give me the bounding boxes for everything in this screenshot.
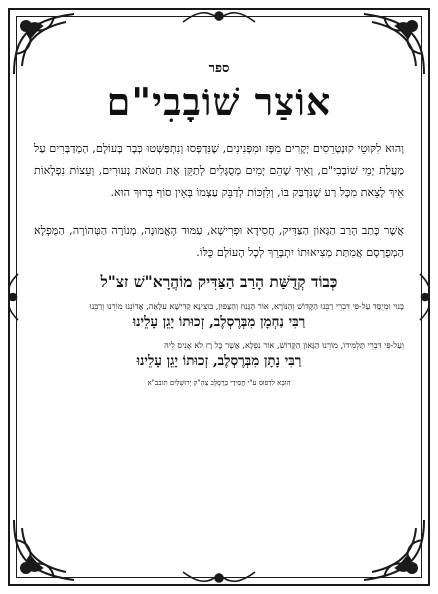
rabbi-natan-line: רַבִּי נָתָן מִבְּרֶסְלֶב, זְכוּתוֹ יָגֵן עָלֵינוּ xyxy=(136,353,302,370)
publisher-line: הוּבָא לִדְפוּס ע"י חֲסִידֵי בְּרֶסְלֶב צְהָ"ק יְרוּשָׁלַיִם תובב"א xyxy=(147,378,291,387)
students-line: וְעַל-פִּי דִּבְרֵי תַּלְמִידוֹ, מוֹרֵנוּ הַגָּאוֹן הַקָּדוֹשׁ, אוֹר נִפְלָא, אֲשֶׁר כָּל רָז לֹא אָנִיס לֵיהּ xyxy=(164,340,404,351)
author-intro: אֲשֶׁר כָּתַב הָרַב הַגָּאוֹן הַצַּדִּיק, חֲסִידָא וּפְרִישָׁא, עַמּוּד הָאֱמוּנָה, מְנוֹרָה הַטְּהוֹרָה, הַמֻּפְלָא הַמְפֻרְסָם אֲמִתַּת מְצִיאוּתוֹ יִתְבָּרֵךְ לְכָל הָעוֹלָם כֻּלּוֹ. xyxy=(34,223,404,259)
rabbi-nachman-line: רַבִּי נַחְמָן מִבְּרֶסְלֶב, זְכוּתוֹ יָגֵן עָלֵינוּ xyxy=(132,313,306,330)
book-description: וְהוּא לִקּוּטֵי קוּנְטְרֵסִים יְקָרִים מִפָּז וּמִפְּנִינִים, שֶׁנִּדְפְּסוּ וְנִתְפַּשְּׁטוּ כְּבָר בָּעוֹלָם, הַמְדַבְּרִים עַל מַעֲלַת יְמֵי שׁוֹבָבִי"ם, וְאֵיךְ שֶׁהֵם יָמִים מְסֻגָּלִים לְתַקֵּן אֶת חַטֹּאת נְעוּרִים, וְעֵצוֹת נִפְלָאוֹת אֵיךְ לָצֵאת מִכָּל רַע שֶׁנִּדְבַּק בּוֹ, וְלִזְכּוֹת לְדַבֵּק עַצְמוֹ בְּאֵין סוֹף בָּרוּךְ הוּא. xyxy=(34,141,404,199)
top-center-flourish xyxy=(179,6,259,28)
title-page-content xyxy=(34,60,404,570)
right-side-flourish xyxy=(414,272,436,322)
basis-line: בָּנוּי וּמְיֻסָּד עַל-פִּי דִּבְרֵי רַבֵּנוּ הַקָּדוֹשׁ וְהַנּוֹרָא, אוֹר הַגָּנוּז וְהַצָּפוּן, בּוּצִינָא קַדִּישָׁא עִלָּאָה, אֲדוֹנֵנוּ מוֹרֵנוּ וְרַבֵּנוּ xyxy=(89,300,404,311)
author-honor-line: כְּבוֹד קְדֻשַּׁת הָרַב הַצַּדִּיק מוֹהֲרָא"שׁ זצ"ל xyxy=(100,271,338,291)
book-title: אוֹצַר שׁוֹבָבִי"ם xyxy=(106,79,332,124)
sefer-label: ספר xyxy=(208,61,230,76)
left-side-flourish xyxy=(2,272,24,322)
